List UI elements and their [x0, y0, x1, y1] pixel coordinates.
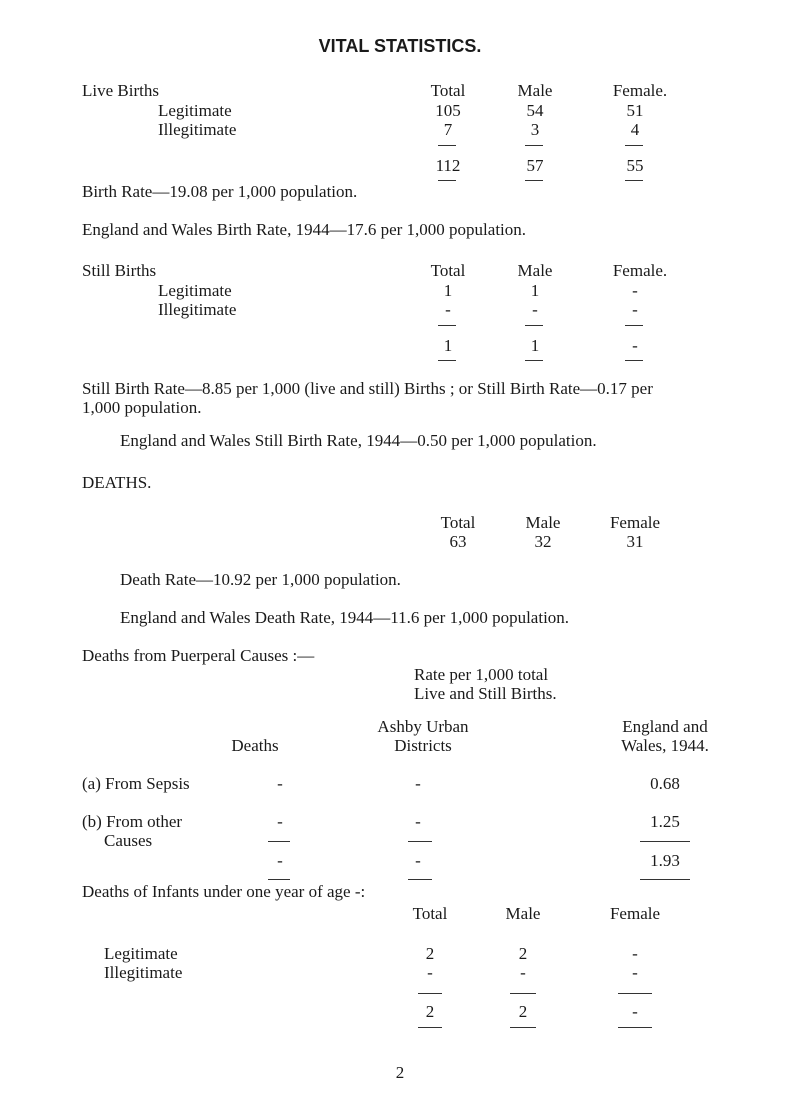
infants-header-total: Total [412, 904, 448, 923]
birth-rate: Birth Rate—19.08 per 1,000 population. [82, 182, 358, 201]
divider [625, 325, 643, 326]
still-births-header-total: Total [430, 261, 466, 280]
divider [625, 180, 643, 181]
divider [510, 1027, 536, 1028]
col-header-ew-1: England and [622, 717, 708, 736]
divider [618, 993, 652, 994]
col-header-ashby-2: Districts [394, 736, 452, 755]
puerperal-heading: Deaths from Puerperal Causes :— [82, 646, 315, 665]
other-deaths: - [277, 812, 283, 831]
infants-cell: 2 [518, 944, 528, 963]
divider [438, 180, 456, 181]
deaths-heading: DEATHS. [82, 473, 152, 492]
col-header-deaths: Deaths [231, 736, 279, 755]
live-births-header-female: Female. [612, 81, 668, 100]
other-causes-label-2: Causes [104, 831, 153, 850]
deaths-female: 31 [626, 532, 644, 551]
divider [640, 841, 690, 842]
still-births-cell: - [532, 300, 538, 319]
live-births-cell: 4 [630, 120, 640, 139]
still-births-cell: 1 [443, 281, 453, 300]
infants-row-label: Illegitimate [104, 963, 183, 982]
deaths-header-female: Female [609, 513, 661, 532]
live-births-total: 57 [526, 156, 544, 175]
still-births-row-label: Legitimate [158, 281, 232, 300]
puerperal-total-deaths: - [277, 851, 283, 870]
deaths-total: 63 [449, 532, 467, 551]
divider [408, 879, 432, 880]
divider [268, 879, 290, 880]
infants-header-female: Female [609, 904, 661, 923]
still-births-cell: 1 [530, 281, 540, 300]
col-header-ew-2: Wales, 1944. [621, 736, 709, 755]
col-header-ashby-1: Ashby Urban [377, 717, 469, 736]
rate-header-line-2: Live and Still Births. [414, 684, 557, 703]
other-ashby: - [415, 812, 421, 831]
divider [418, 993, 442, 994]
divider [618, 1027, 652, 1028]
divider [525, 325, 543, 326]
live-births-header-total: Total [430, 81, 466, 100]
live-births-total: 112 [435, 156, 461, 175]
divider [625, 145, 643, 146]
other-ew: 1.25 [650, 812, 680, 831]
divider [268, 841, 290, 842]
divider [525, 180, 543, 181]
divider [525, 360, 543, 361]
infants-cell: 2 [425, 944, 435, 963]
still-births-row-label: Illegitimate [158, 300, 237, 319]
puerperal-total-ashby: - [415, 851, 421, 870]
still-births-total: 1 [443, 336, 453, 355]
infants-cell: - [632, 944, 638, 963]
live-births-cell: 54 [526, 101, 544, 120]
still-births-total: - [632, 336, 638, 355]
deaths-header-male: Male [525, 513, 561, 532]
still-births-header-male: Male [517, 261, 553, 280]
still-births-total: 1 [530, 336, 540, 355]
live-births-row-label: Illegitimate [158, 120, 237, 139]
infants-header-male: Male [505, 904, 541, 923]
still-births-label: Still Births [82, 261, 157, 280]
infants-cell: - [632, 963, 638, 982]
death-rate: Death Rate—10.92 per 1,000 population. [120, 570, 401, 589]
divider [438, 360, 456, 361]
infants-heading: Deaths of Infants under one year of age -: [82, 882, 366, 901]
divider [438, 145, 456, 146]
divider [418, 1027, 442, 1028]
sepsis-deaths: - [277, 774, 283, 793]
infants-cell: - [520, 963, 526, 982]
still-births-header-female: Female. [612, 261, 668, 280]
infants-cell: - [427, 963, 433, 982]
live-births-label: Live Births [82, 81, 159, 100]
rate-header-line-1: Rate per 1,000 total [414, 665, 549, 684]
divider [510, 993, 536, 994]
infants-total: 2 [425, 1002, 435, 1021]
still-births-cell: - [632, 281, 638, 300]
live-births-total: 55 [626, 156, 644, 175]
infants-total: 2 [518, 1002, 528, 1021]
still-births-cell: - [632, 300, 638, 319]
ew-still-birth-rate: England and Wales Still Birth Rate, 1944—0.50 per 1,000 population. [120, 431, 597, 450]
infants-total: - [632, 1002, 638, 1021]
ew-death-rate: England and Wales Death Rate, 1944—11.6 per 1,000 population. [120, 608, 570, 627]
divider [625, 360, 643, 361]
live-births-row-label: Legitimate [158, 101, 232, 120]
divider [438, 325, 456, 326]
infants-row-label: Legitimate [104, 944, 178, 963]
deaths-male: 32 [534, 532, 552, 551]
live-births-cell: 51 [626, 101, 644, 120]
page-title: VITAL STATISTICS. [318, 36, 482, 56]
live-births-cell: 3 [530, 120, 540, 139]
deaths-header-total: Total [440, 513, 476, 532]
divider [525, 145, 543, 146]
live-births-cell: 7 [443, 120, 453, 139]
sepsis-ew: 0.68 [650, 774, 680, 793]
live-births-cell: 105 [435, 101, 461, 120]
still-birth-rate-line-2: 1,000 population. [82, 398, 202, 417]
sepsis-ashby: - [415, 774, 421, 793]
ew-birth-rate: England and Wales Birth Rate, 1944—17.6 per 1,000 population. [82, 220, 527, 239]
divider [408, 841, 432, 842]
still-birth-rate-line-1: Still Birth Rate—8.85 per 1,000 (live and still) Births ; or Still Birth Rate—0.17 per [82, 379, 653, 398]
divider [640, 879, 690, 880]
still-births-cell: - [445, 300, 451, 319]
page-number: 2 [395, 1063, 405, 1082]
puerperal-total-ew: 1.93 [650, 851, 680, 870]
other-causes-label-1: (b) From other [82, 812, 183, 831]
live-births-header-male: Male [517, 81, 553, 100]
sepsis-label: (a) From Sepsis [82, 774, 190, 793]
